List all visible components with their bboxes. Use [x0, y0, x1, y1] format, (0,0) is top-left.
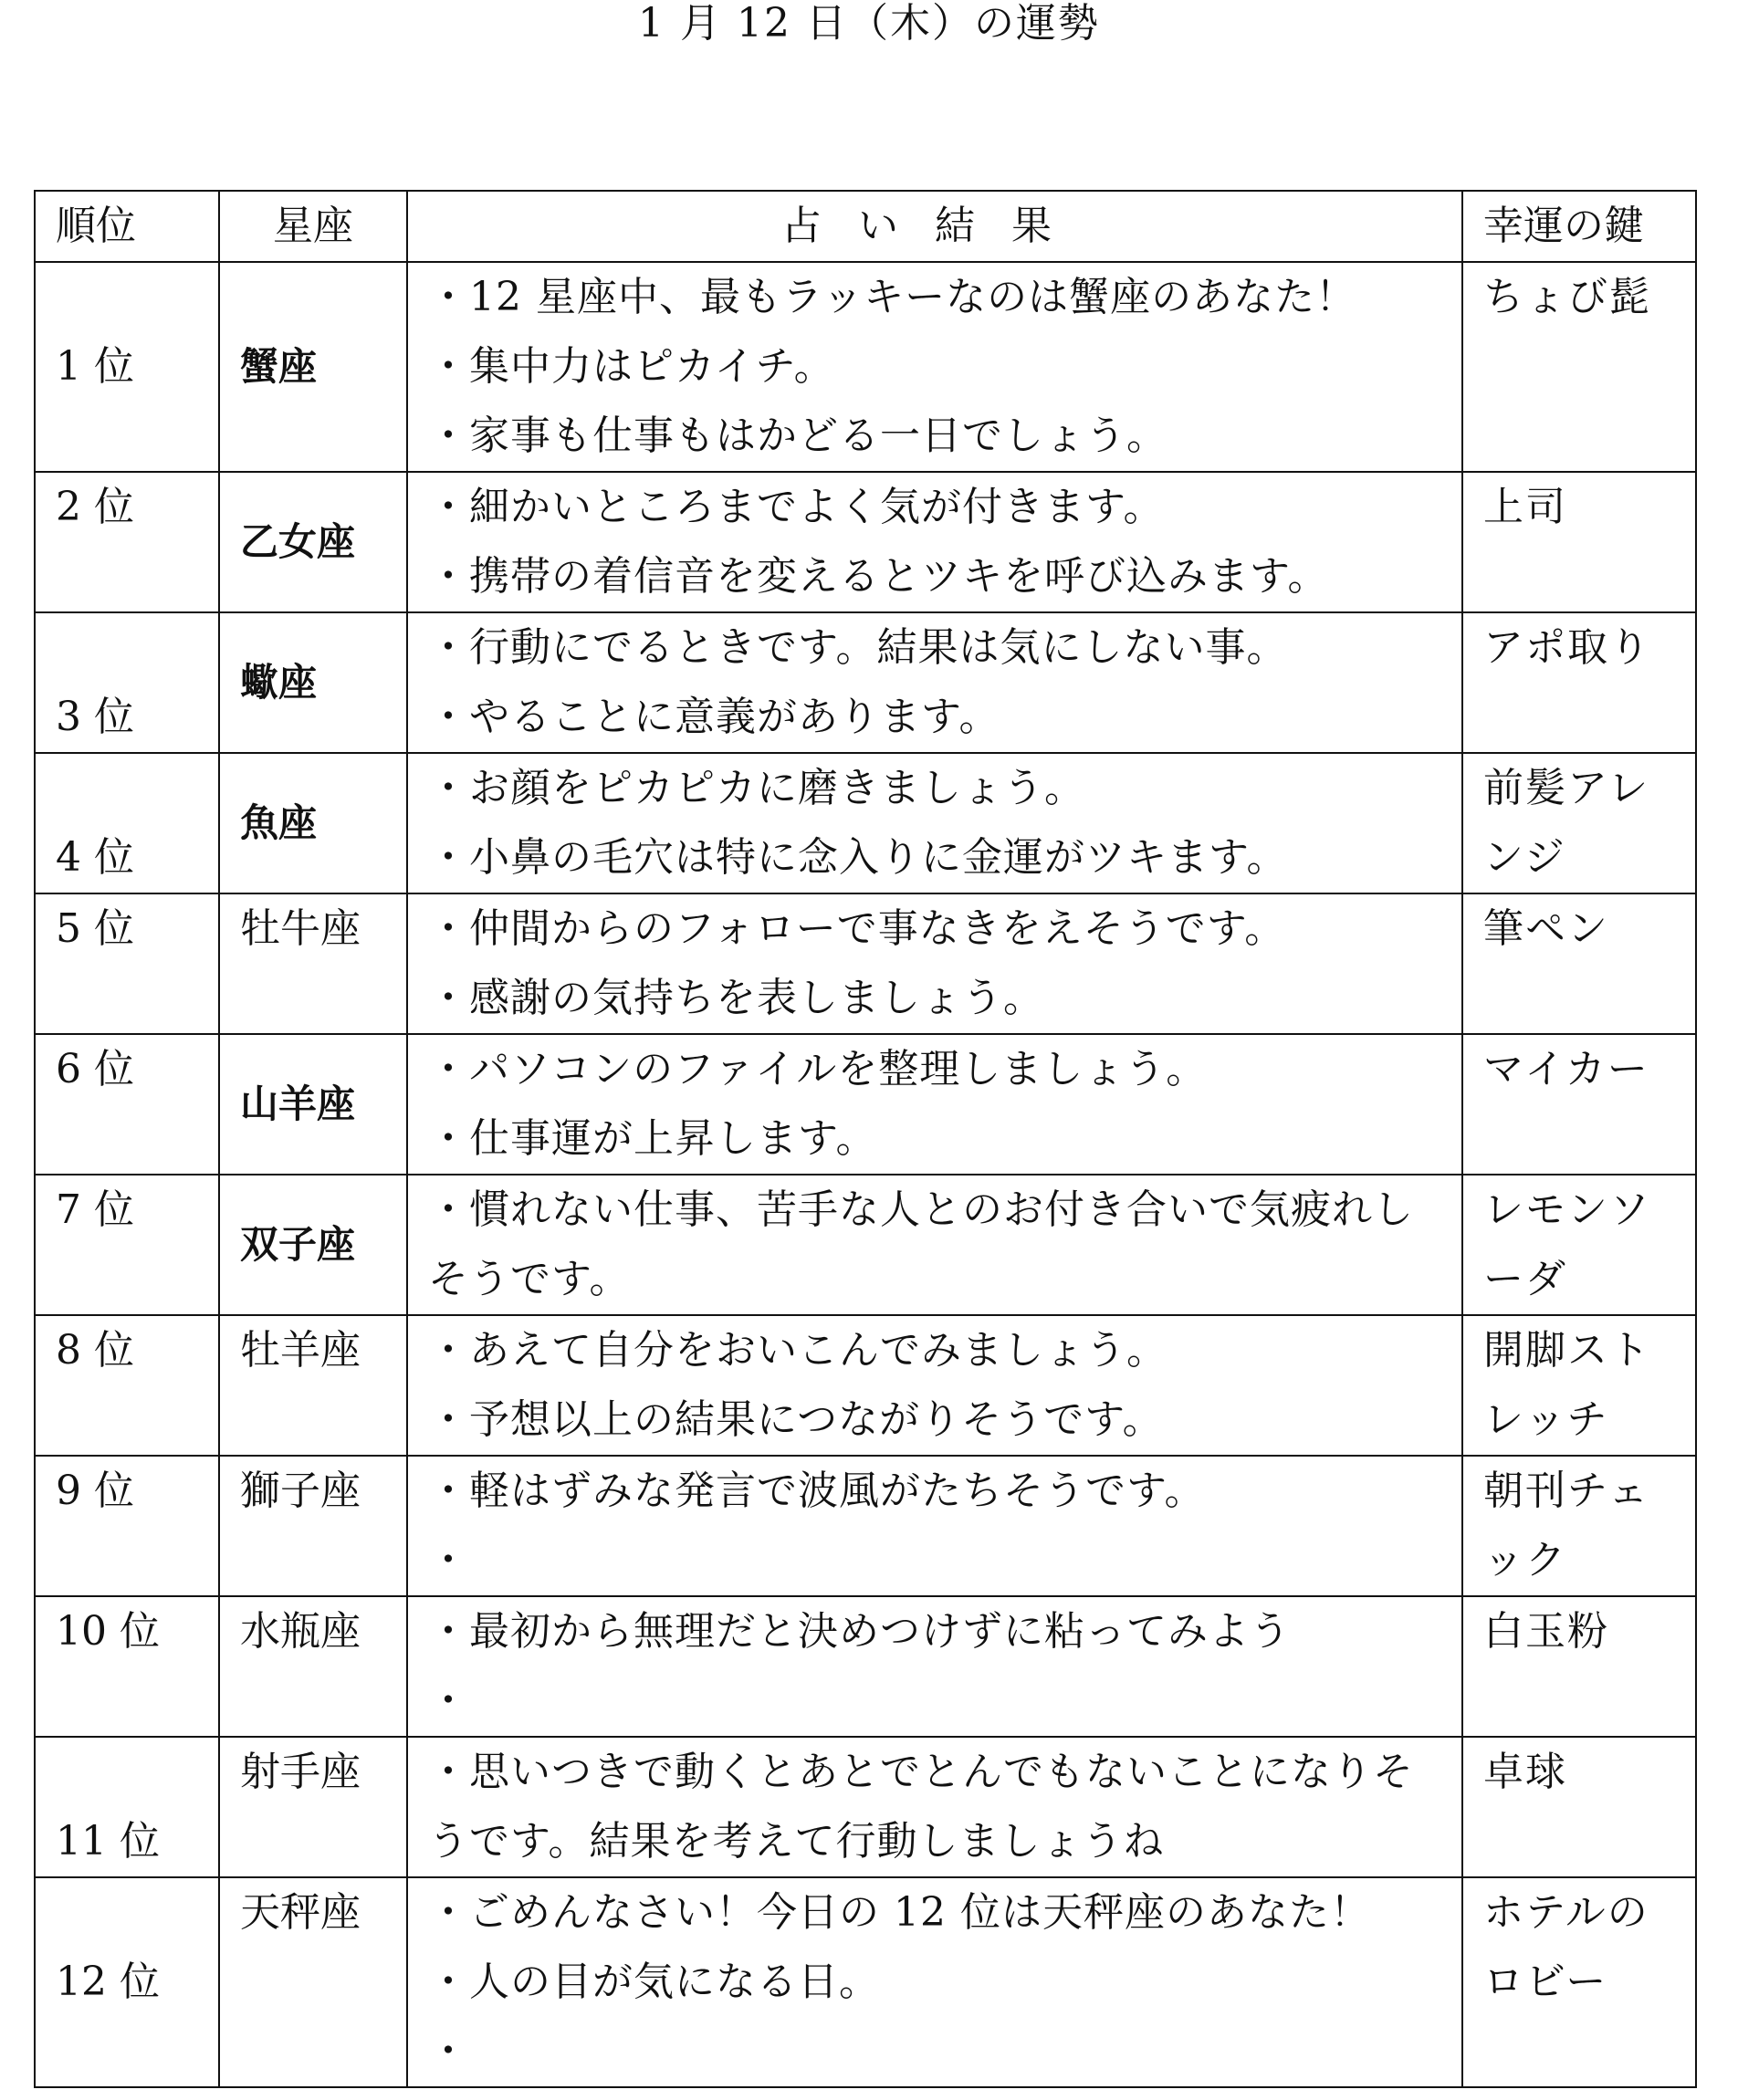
- table-row: [35, 262, 1696, 472]
- lucky-key-cell: 朝刊チェック: [1462, 1456, 1696, 1596]
- lucky-key-cell: ちょび髭: [1462, 262, 1696, 472]
- lucky-key-cell: マイカー: [1462, 1034, 1696, 1175]
- rank-cell: 10 位: [35, 1596, 219, 1737]
- result-cell: [407, 1737, 1462, 1877]
- sign-cell: 魚座: [219, 753, 407, 893]
- rank-cell: 9 位: [35, 1456, 219, 1596]
- sign-cell: 蠍座: [219, 612, 407, 753]
- result-line: ・人の目が気になる日。: [428, 1959, 880, 2005]
- result-line: ・軽はずみな発言で波風がたちそうです。: [428, 1468, 1206, 1514]
- rank-cell: 7 位: [35, 1175, 219, 1315]
- result-line: ・思いつきで動くとあとでとんでもないことになりそうです。結果を考えて行動しましょうね: [428, 1749, 1414, 1865]
- page-title: 1 月 12 日（木）の運勢: [638, 0, 1100, 47]
- lucky-key-cell: レモンソーダ: [1462, 1175, 1696, 1315]
- result-cell: [407, 1315, 1462, 1456]
- sign-cell: 牡羊座: [219, 1315, 407, 1456]
- table-row: [35, 1596, 1696, 1737]
- table-header-row: [35, 191, 1696, 262]
- lucky-key-cell: 上司: [1462, 472, 1696, 612]
- result-cell: [407, 1877, 1462, 2087]
- sign-cell: 蟹座: [219, 262, 407, 472]
- result-line: ・細かいところまでよく気が付きます。: [428, 484, 1165, 530]
- table-row: [35, 893, 1696, 1034]
- result-line: ・感謝の気持ちを表しましょう。: [428, 975, 1044, 1021]
- lucky-key-cell: 白玉粉: [1462, 1596, 1696, 1737]
- result-cell: [407, 1175, 1462, 1315]
- result-line: ・慣れない仕事、苦手な人とのお付き合いで気疲れしそうです。: [428, 1186, 1414, 1302]
- result-line: ・ごめんなさい！今日の 12 位は天秤座のあなた！: [428, 1889, 1371, 1936]
- lucky-key-cell: 卓球: [1462, 1737, 1696, 1877]
- table-row: [35, 1034, 1696, 1175]
- result-cell: [407, 1456, 1462, 1596]
- lucky-key-cell: 開脚ストレッチ: [1462, 1315, 1696, 1456]
- result-line: ・: [428, 1677, 469, 1724]
- sign-cell: 射手座: [219, 1737, 407, 1877]
- sign-cell: 天秤座: [219, 1877, 407, 2087]
- result-cell: [407, 1596, 1462, 1737]
- result-line: ・家事も仕事もはかどる一日でしょう。: [428, 413, 1167, 459]
- result-line: ・仕事運が上昇します。: [428, 1115, 877, 1162]
- result-cell: [407, 1034, 1462, 1175]
- table-row: [35, 472, 1696, 612]
- result-cell: [407, 472, 1462, 612]
- result-cell: [407, 893, 1462, 1034]
- result-line: ・: [428, 2028, 469, 2074]
- lucky-key-cell: ホテルのロビー: [1462, 1877, 1696, 2087]
- table-row: [35, 1877, 1696, 2087]
- lucky-key-cell: アポ取り: [1462, 612, 1696, 753]
- rank-cell: 12 位: [35, 1877, 219, 2087]
- header-lucky-key: 幸運の鍵: [1462, 191, 1696, 262]
- result-line: ・行動にでるときです。結果は気にしない事。: [428, 624, 1288, 671]
- header-sign: 星座: [219, 191, 407, 262]
- table-row: [35, 1315, 1696, 1456]
- result-line: ・携帯の着信音を変えるとツキを呼び込みます。: [428, 553, 1329, 600]
- result-cell: [407, 262, 1462, 472]
- result-line: ・あえて自分をおいこんでみましょう。: [428, 1327, 1167, 1374]
- result-line: ・お顔をピカピカに磨きましょう。: [428, 765, 1085, 811]
- sign-cell: 乙女座: [219, 472, 407, 612]
- result-line: ・: [428, 1537, 469, 1583]
- sign-cell: 双子座: [219, 1175, 407, 1315]
- sign-cell: 獅子座: [219, 1456, 407, 1596]
- table-row: [35, 1175, 1696, 1315]
- result-line: ・仲間からのフォローで事なきをえそうです。: [428, 905, 1286, 952]
- rank-cell: 2 位: [35, 472, 219, 612]
- result-line: ・小鼻の毛穴は特に念入りに金運がツキます。: [428, 834, 1288, 881]
- result-cell: [407, 753, 1462, 893]
- table-row: [35, 1456, 1696, 1596]
- rank-cell: 4 位: [35, 753, 219, 893]
- table-row: [35, 612, 1696, 753]
- rank-cell: 3 位: [35, 612, 219, 753]
- table-row: [35, 1737, 1696, 1877]
- sign-cell: 山羊座: [219, 1034, 407, 1175]
- lucky-key-cell: 前髪アレンジ: [1462, 753, 1696, 893]
- lucky-key-cell: 筆ペン: [1462, 893, 1696, 1034]
- result-line: ・やることに意義があります。: [428, 694, 1000, 740]
- rank-cell: 1 位: [35, 262, 219, 472]
- rank-cell: 8 位: [35, 1315, 219, 1456]
- rank-cell: 11 位: [35, 1737, 219, 1877]
- rank-cell: 5 位: [35, 893, 219, 1034]
- sign-cell: 水瓶座: [219, 1596, 407, 1737]
- result-line: ・最初から無理だと決めつけずに粘ってみよう: [428, 1608, 1291, 1655]
- header-rank: 順位: [35, 191, 219, 262]
- result-line: ・集中力はピカイチ。: [428, 343, 835, 390]
- result-line: ・パソコンのファイルを整理しましょう。: [428, 1046, 1208, 1092]
- rank-cell: 6 位: [35, 1034, 219, 1175]
- sign-cell: 牡牛座: [219, 893, 407, 1034]
- table-row: [35, 753, 1696, 893]
- result-line: ・予想以上の結果につながりそうです。: [428, 1396, 1164, 1443]
- result-cell: [407, 612, 1462, 753]
- header-result: 占い結果: [407, 191, 1462, 262]
- fortune-table: [34, 190, 1697, 2088]
- result-line: ・12 星座中、最もラッキーなのは蟹座のあなた！: [428, 274, 1357, 320]
